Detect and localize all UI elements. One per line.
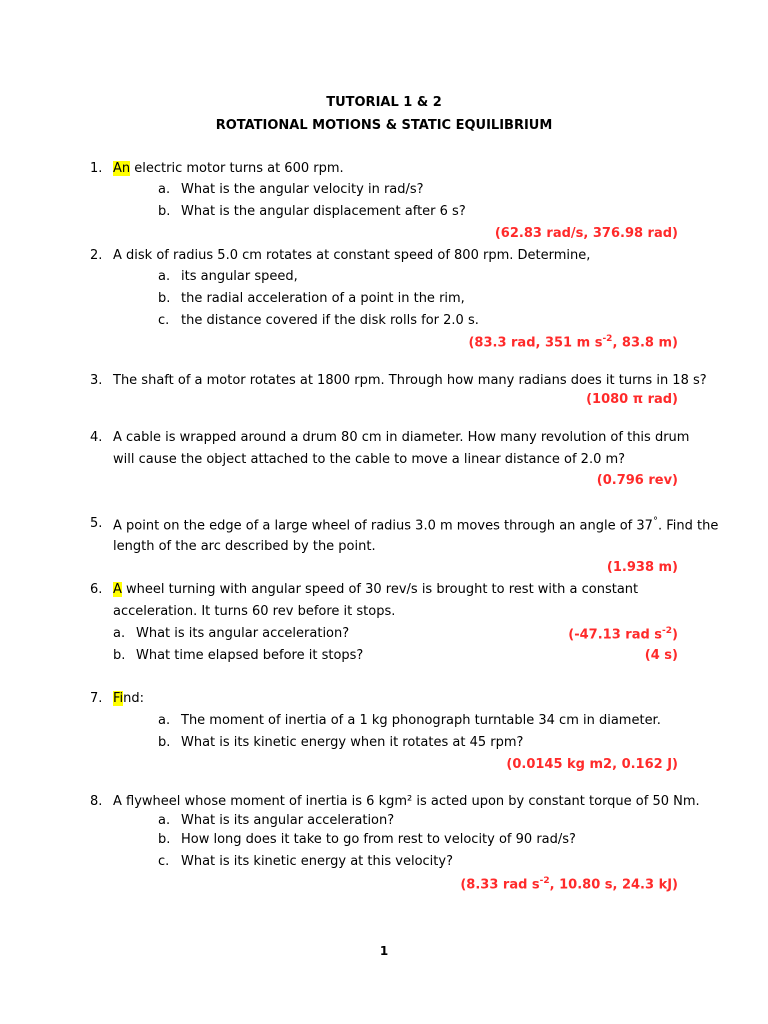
q8-b-text: How long does it take to go from rest to velocity of 90 rad/s?	[181, 832, 576, 847]
q8-answer-post: , 10.80 s, 24.3 kJ)	[549, 877, 678, 893]
q7-b-text: What is its kinetic energy when it rotates at 45 rpm?	[181, 735, 524, 750]
q1-highlight: An	[113, 161, 131, 176]
q5-degree: °	[652, 516, 658, 527]
tutorial-subtitle: ROTATIONAL MOTIONS & STATIC EQUILIBRIUM	[215, 118, 553, 133]
q7-number: 7.	[90, 691, 103, 706]
page-number: 1	[379, 944, 389, 958]
q2-c-text: the distance covered if the disk rolls for 2.0 s.	[181, 313, 479, 328]
q1-a-label: a.	[158, 182, 171, 197]
q8-text: A flywheel whose moment of inertia is 6 kgm² is acted upon by constant torque of 50 Nm.	[113, 794, 700, 809]
q2-a-text: its angular speed,	[181, 269, 298, 284]
q2-answer-sup: -2	[602, 334, 613, 344]
q6-b-text: What time elapsed before it stops?	[136, 648, 364, 663]
q2-answer	[468, 334, 678, 350]
q7-text-rest: nd:	[123, 691, 145, 706]
q8-answer-pre: (8.33 rad s	[460, 877, 540, 893]
q1-a-text: What is the angular velocity in rad/s?	[181, 182, 424, 197]
q8-answer	[460, 876, 678, 892]
q6-a-label: a.	[113, 626, 126, 641]
q6-number: 6.	[90, 582, 103, 597]
q5-number: 5.	[90, 516, 103, 531]
q5-line1-post: . Find the	[657, 518, 719, 534]
q2-answer-pre: (83.3 rad, 351 m s	[468, 335, 603, 351]
q2-b-label: b.	[158, 291, 171, 306]
q4-answer: (0.796 rev)	[596, 473, 678, 488]
q8-c-text: What is its kinetic energy at this velocity?	[181, 854, 453, 869]
q4-line1: A cable is wrapped around a drum 80 cm in diameter. How many revolution of this drum	[113, 430, 690, 445]
tutorial-title: TUTORIAL 1 & 2	[326, 95, 442, 110]
q6-a-answer	[568, 626, 678, 642]
q5-line1-text: A point on the edge of a large wheel of radius 3.0 m moves through an angle of 37	[113, 518, 653, 534]
q6-line1-text: wheel turning with angular speed of 30 rev/s is brought to rest with a constant	[121, 582, 639, 597]
q8-a-text: What is its angular acceleration?	[181, 813, 395, 828]
q4-line2: will cause the object attached to the cable to move a linear distance of 2.0 m?	[113, 452, 626, 467]
q1-b-text: What is the angular displacement after 6 s?	[181, 204, 466, 219]
q7-highlight: Fi	[113, 691, 124, 706]
q2-number: 2.	[90, 248, 103, 263]
q6-b-label: b.	[113, 648, 126, 663]
q7-answer: (0.0145 kg m2, 0.162 J)	[506, 757, 678, 772]
q1-b-label: b.	[158, 204, 171, 219]
q7-a-label: a.	[158, 713, 171, 728]
q2-a-label: a.	[158, 269, 171, 284]
q1-answer: (62.83 rad/s, 376.98 rad)	[494, 226, 678, 241]
q3-answer: (1080 π rad)	[586, 392, 678, 407]
q2-text: A disk of radius 5.0 cm rotates at constant speed of 800 rpm. Determine,	[113, 248, 591, 263]
q4-number: 4.	[90, 430, 103, 445]
q8-a-label: a.	[158, 813, 171, 828]
q8-answer-sup: -2	[539, 876, 550, 886]
q5-line2: length of the arc described by the point.	[113, 539, 376, 554]
q1-text	[113, 161, 344, 176]
q8-number: 8.	[90, 794, 103, 809]
q7-b-label: b.	[158, 735, 171, 750]
q1-number: 1.	[90, 161, 103, 176]
q6-b-answer: (4 s)	[644, 648, 678, 663]
q8-c-label: c.	[158, 854, 170, 869]
q6-line1	[113, 582, 638, 597]
q6-highlight: A	[113, 582, 122, 597]
q6-a-answer-sup: -2	[662, 626, 673, 636]
q1-text-rest: electric motor turns at 600 rpm.	[130, 161, 344, 176]
q7-text	[113, 691, 144, 706]
q5-answer: (1.938 m)	[606, 560, 678, 575]
q3-number: 3.	[90, 373, 103, 388]
q7-a-text: The moment of inertia of a 1 kg phonograph turntable 34 cm in diameter.	[181, 713, 661, 728]
q2-c-label: c.	[158, 313, 170, 328]
q2-answer-post: , 83.8 m)	[612, 335, 678, 351]
q6-a-answer-pre: (-47.13 rad s	[568, 627, 663, 643]
q5-line1	[113, 516, 718, 533]
q6-a-text: What is its angular acceleration?	[136, 626, 350, 641]
q3-text: The shaft of a motor rotates at 1800 rpm. Through how many radians does it turns in 18 s?	[113, 373, 707, 388]
q8-b-label: b.	[158, 832, 171, 847]
q2-b-text: the radial acceleration of a point in the rim,	[181, 291, 465, 306]
q6-a-answer-post: )	[672, 627, 678, 643]
q6-line2: acceleration. It turns 60 rev before it stops.	[113, 604, 396, 619]
